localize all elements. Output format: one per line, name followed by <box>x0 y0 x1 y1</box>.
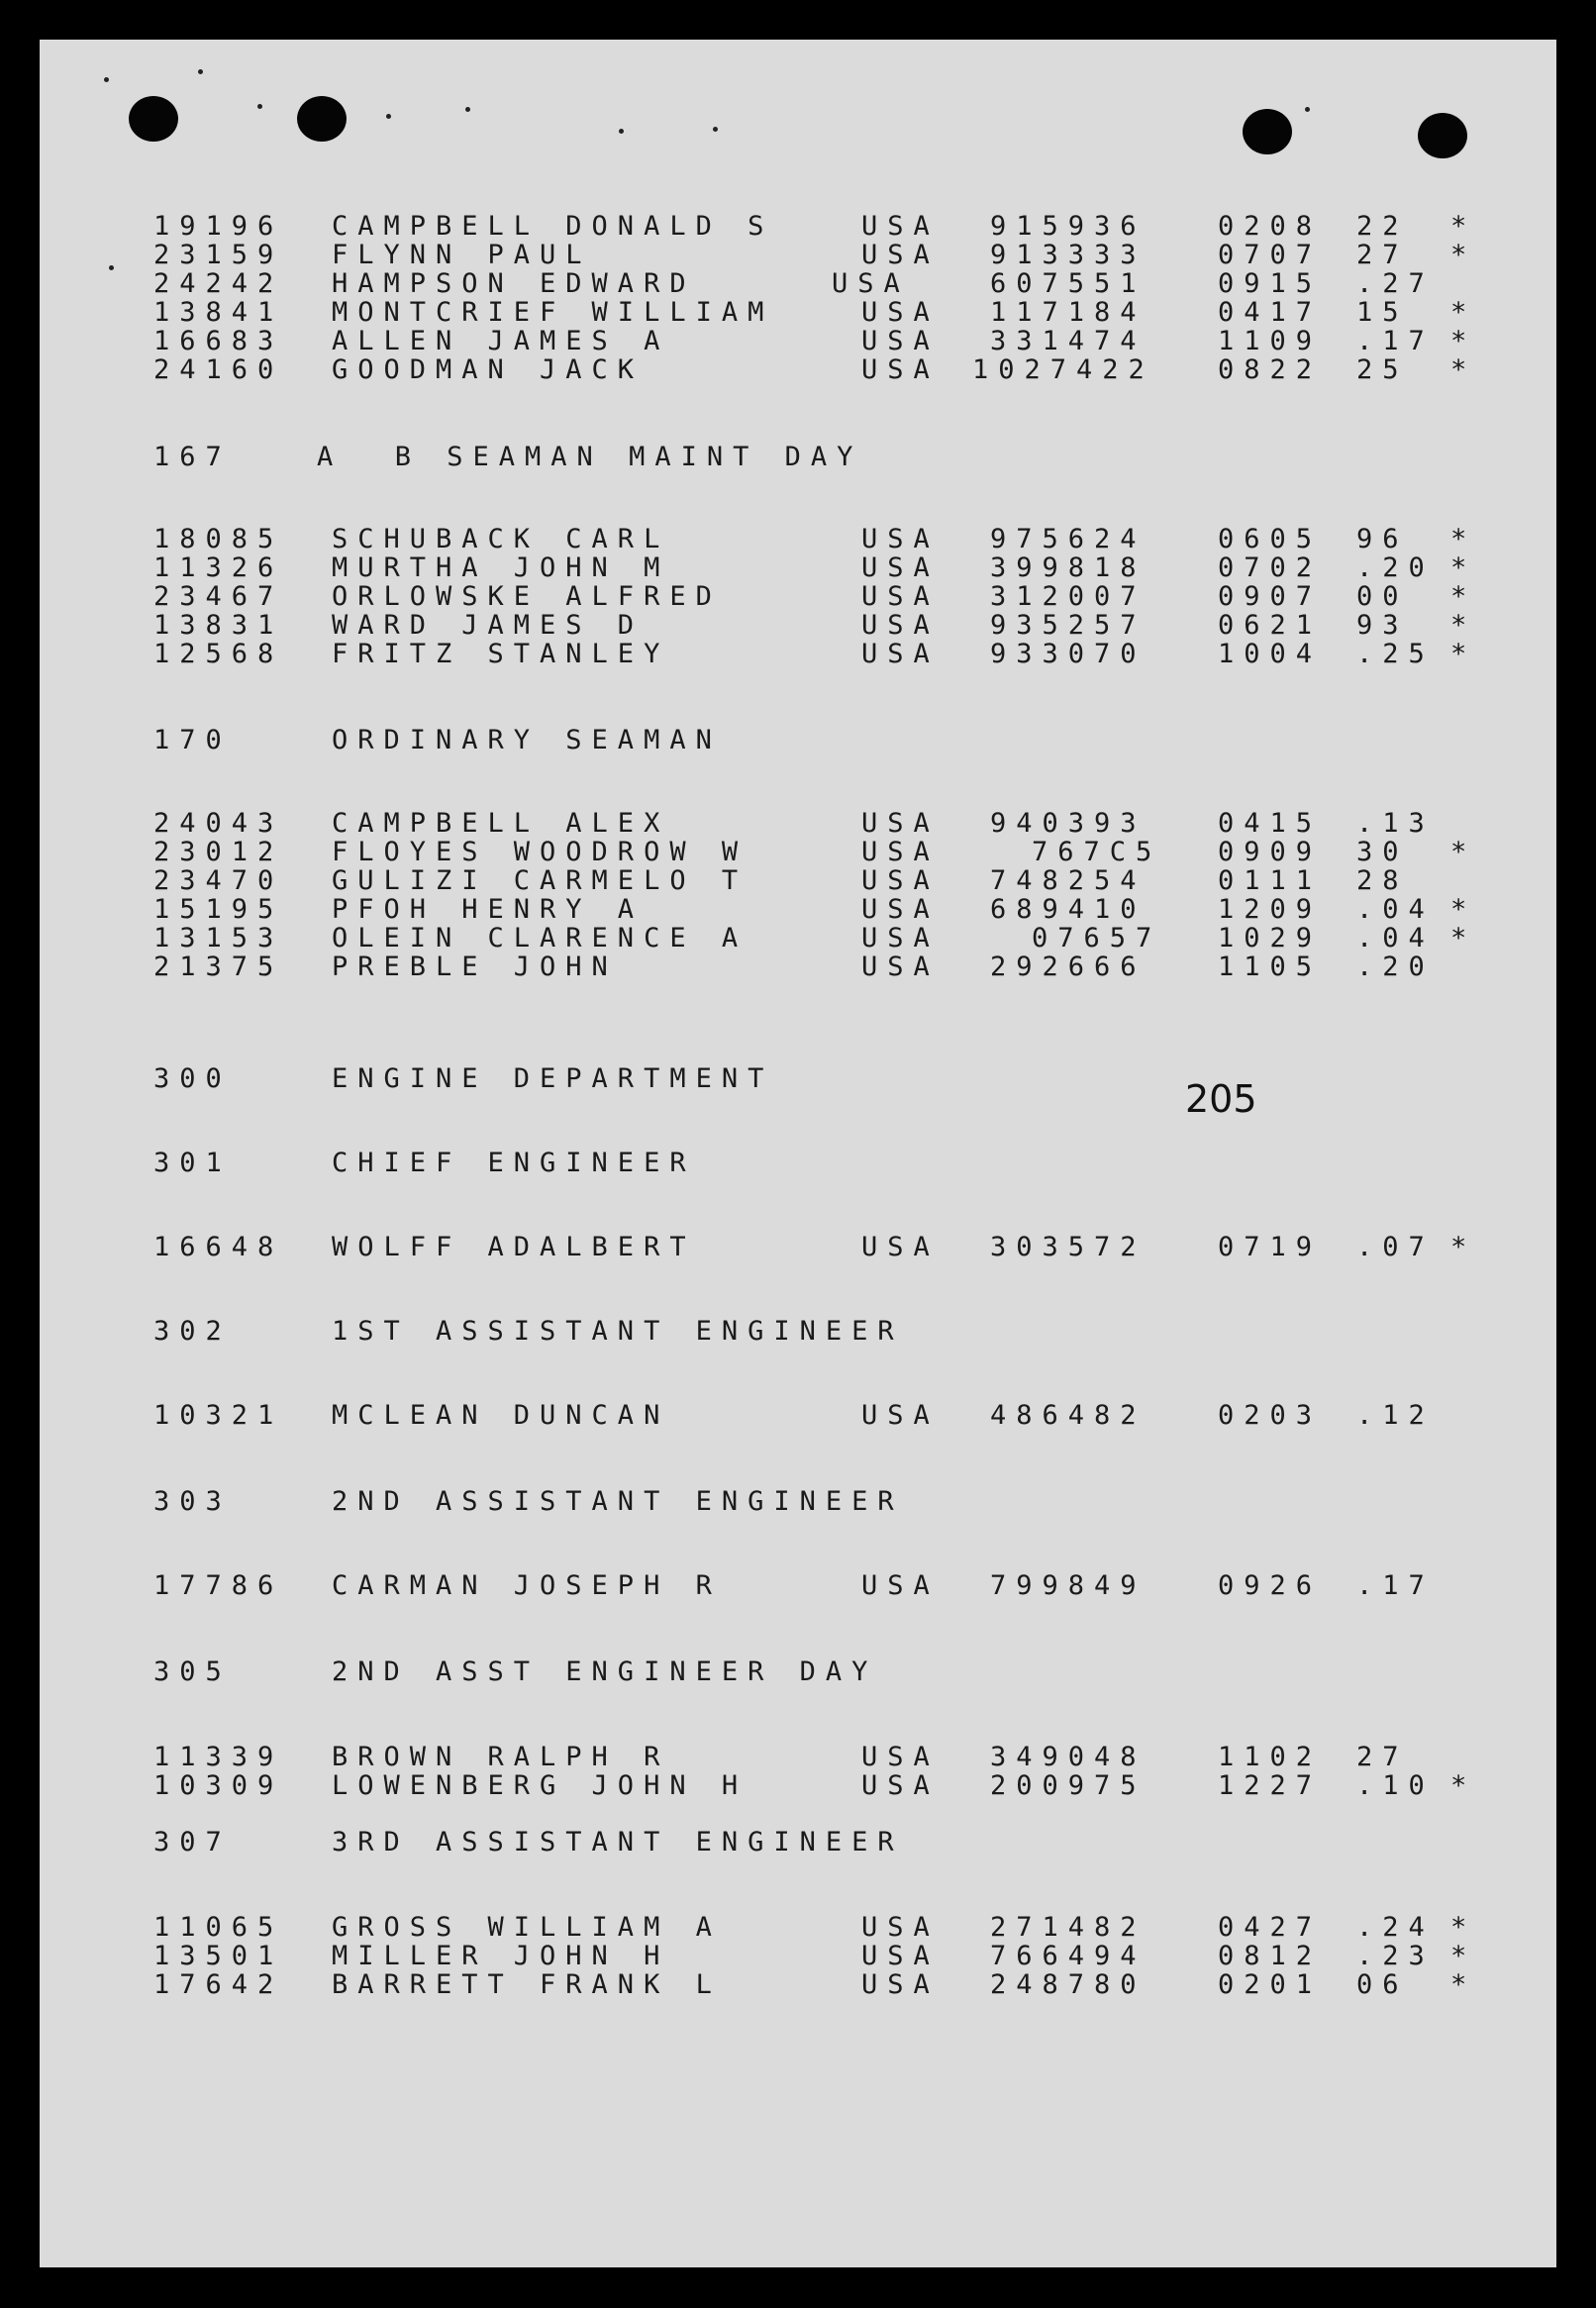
date-code: 1209 <box>1218 894 1323 925</box>
employee-number: 13501 <box>153 1941 284 1971</box>
table-row <box>40 1233 1556 1261</box>
nationality: USA <box>861 808 940 839</box>
rate-value: .27 <box>1356 268 1435 299</box>
nationality: USA <box>861 1232 940 1262</box>
table-row <box>40 1970 1556 1999</box>
section <box>40 1743 1556 1800</box>
crew-name: MCLEAN DUNCAN <box>332 1400 670 1431</box>
rate-value: .17 <box>1356 326 1435 356</box>
crew-name: WARD JAMES D <box>332 610 645 641</box>
document-number: 399818 <box>990 552 1147 583</box>
document-number: 349048 <box>990 1742 1147 1772</box>
rate-value: .24 <box>1356 1912 1435 1943</box>
crew-name: ORLOWSKE ALFRED <box>332 581 722 612</box>
nationality: USA <box>861 354 940 385</box>
section-code: 167 <box>153 442 232 472</box>
document-number: 940393 <box>990 808 1147 839</box>
employee-number: 19196 <box>153 211 284 242</box>
rate-value: 06 <box>1356 1969 1409 2000</box>
date-code: 0707 <box>1218 240 1323 270</box>
nationality: USA <box>861 1570 940 1601</box>
asterisk-mark: * <box>1450 923 1477 953</box>
asterisk-mark: * <box>1450 326 1477 356</box>
document-number: 200975 <box>990 1770 1147 1801</box>
table-row <box>40 809 1556 838</box>
document-number: 271482 <box>990 1912 1147 1943</box>
date-code: 0812 <box>1218 1941 1323 1971</box>
asterisk-mark: * <box>1450 524 1477 554</box>
section-heading <box>40 443 1556 471</box>
crew-name: ALLEN JAMES A <box>332 326 670 356</box>
crew-name: PREBLE JOHN <box>332 952 618 982</box>
rate-value: .20 <box>1356 952 1435 982</box>
document-number: 913333 <box>990 240 1147 270</box>
asterisk-mark: * <box>1450 894 1477 925</box>
section-title: 2ND ASST ENGINEER DAY <box>332 1656 878 1687</box>
section-heading <box>40 1828 1556 1856</box>
document-number: 486482 <box>990 1400 1147 1431</box>
section-title: A B SEAMAN MAINT DAY <box>317 442 863 472</box>
section-title: 1ST ASSISTANT ENGINEER <box>332 1316 904 1347</box>
asterisk-mark: * <box>1450 211 1477 242</box>
nationality: USA <box>861 865 940 896</box>
page-number: 205 <box>1185 1077 1257 1121</box>
crew-name: MONTCRIEF WILLIAM <box>332 297 774 328</box>
crew-name: BARRETT FRANK L <box>332 1969 722 2000</box>
section-code: 305 <box>153 1656 232 1687</box>
employee-number: 24242 <box>153 268 284 299</box>
rate-value: .12 <box>1356 1400 1435 1431</box>
section-heading <box>40 1064 1556 1093</box>
table-row <box>40 953 1556 981</box>
crew-name: CARMAN JOSEPH R <box>332 1570 722 1601</box>
asterisk-mark: * <box>1450 1912 1477 1943</box>
employee-number: 15195 <box>153 894 284 925</box>
employee-number: 23159 <box>153 240 284 270</box>
rate-value: .07 <box>1356 1232 1435 1262</box>
date-code: 0915 <box>1218 268 1323 299</box>
rate-value: 27 <box>1356 1742 1409 1772</box>
table-row <box>40 553 1556 582</box>
table-row <box>40 525 1556 553</box>
nationality: USA <box>861 326 940 356</box>
nationality: USA <box>861 1912 940 1943</box>
date-code: 0822 <box>1218 354 1323 385</box>
nationality: USA <box>861 837 940 867</box>
date-code: 1102 <box>1218 1742 1323 1772</box>
section-title: CHIEF ENGINEER <box>332 1148 696 1178</box>
document-number: 689410 <box>990 894 1147 925</box>
table-row <box>40 1771 1556 1800</box>
nationality: USA <box>861 552 940 583</box>
document-number: 766494 <box>990 1941 1147 1971</box>
table-row <box>40 582 1556 611</box>
date-code: 0926 <box>1218 1570 1323 1601</box>
asterisk-mark: * <box>1450 639 1477 669</box>
document-number: 748254 <box>990 865 1147 896</box>
date-code: 0719 <box>1218 1232 1323 1262</box>
crew-name: FLOYES WOODROW W <box>332 837 748 867</box>
document-number: 915936 <box>990 211 1147 242</box>
employee-number: 11065 <box>153 1912 284 1943</box>
document-number: 312007 <box>990 581 1147 612</box>
document-number: 292666 <box>990 952 1147 982</box>
table-row <box>40 895 1556 924</box>
employee-number: 24043 <box>153 808 284 839</box>
section-heading <box>40 1487 1556 1516</box>
document-number: 117184 <box>990 297 1147 328</box>
asterisk-mark: * <box>1450 1941 1477 1971</box>
date-code: 0201 <box>1218 1969 1323 2000</box>
nationality: USA <box>861 1742 940 1772</box>
nationality: USA <box>861 1770 940 1801</box>
nationality: USA <box>861 1969 940 2000</box>
document-number: 935257 <box>990 610 1147 641</box>
rate-value: .17 <box>1356 1570 1435 1601</box>
employee-number: 11339 <box>153 1742 284 1772</box>
rate-value: 28 <box>1356 865 1409 896</box>
section-heading <box>40 1657 1556 1686</box>
asterisk-mark: * <box>1450 240 1477 270</box>
table-row <box>40 1743 1556 1771</box>
nationality: USA <box>861 211 940 242</box>
section-title: ENGINE DEPARTMENT <box>332 1063 774 1094</box>
asterisk-mark: * <box>1450 581 1477 612</box>
crew-name: CAMPBELL DONALD S <box>332 211 774 242</box>
employee-number: 23012 <box>153 837 284 867</box>
date-code: 1004 <box>1218 639 1323 669</box>
employee-number: 17786 <box>153 1570 284 1601</box>
employee-number: 13831 <box>153 610 284 641</box>
rate-value: .20 <box>1356 552 1435 583</box>
section-title: ORDINARY SEAMAN <box>332 725 722 755</box>
table-row <box>40 640 1556 668</box>
nationality: USA <box>861 923 940 953</box>
asterisk-mark: * <box>1450 354 1477 385</box>
section-title: 2ND ASSISTANT ENGINEER <box>332 1486 904 1517</box>
table-row <box>40 1571 1556 1600</box>
table-row <box>40 924 1556 953</box>
date-code: 0605 <box>1218 524 1323 554</box>
date-code: 0417 <box>1218 297 1323 328</box>
crew-name: MILLER JOHN H <box>332 1941 670 1971</box>
rate-value: 96 <box>1356 524 1409 554</box>
date-code: 0208 <box>1218 211 1323 242</box>
table-row <box>40 838 1556 866</box>
section-title: 3RD ASSISTANT ENGINEER <box>332 1827 904 1857</box>
employee-number: 16648 <box>153 1232 284 1262</box>
employee-number: 17642 <box>153 1969 284 2000</box>
document-number: 1027422 <box>972 354 1154 385</box>
section-code: 170 <box>153 725 232 755</box>
rate-value: 27 <box>1356 240 1409 270</box>
date-code: 0909 <box>1218 837 1323 867</box>
asterisk-mark: * <box>1450 610 1477 641</box>
table-row <box>40 241 1556 269</box>
section <box>40 1401 1556 1430</box>
crew-name: CAMPBELL ALEX <box>332 808 670 839</box>
section-heading <box>40 1317 1556 1346</box>
crew-name: FRITZ STANLEY <box>332 639 670 669</box>
asterisk-mark: * <box>1450 1969 1477 2000</box>
section-code: 307 <box>153 1827 232 1857</box>
document-number: 607551 <box>990 268 1147 299</box>
rate-value: .10 <box>1356 1770 1435 1801</box>
section-code: 300 <box>153 1063 232 1094</box>
crew-name: GOODMAN JACK <box>332 354 645 385</box>
date-code: 0111 <box>1218 865 1323 896</box>
date-code: 0702 <box>1218 552 1323 583</box>
document-number: 975624 <box>990 524 1147 554</box>
section-heading <box>40 726 1556 754</box>
asterisk-mark: * <box>1450 297 1477 328</box>
employee-number: 21375 <box>153 952 284 982</box>
crew-name: PFOH HENRY A <box>332 894 645 925</box>
employee-number: 11326 <box>153 552 284 583</box>
nationality: USA <box>861 1941 940 1971</box>
document-number: 07657 <box>1032 923 1162 953</box>
nationality: USA <box>861 639 940 669</box>
rate-value: .04 <box>1356 894 1435 925</box>
section-code: 303 <box>153 1486 232 1517</box>
employee-number: 12568 <box>153 639 284 669</box>
nationality: USA <box>832 268 910 299</box>
rate-value: .23 <box>1356 1941 1435 1971</box>
crew-name: HAMPSON EDWARD <box>332 268 696 299</box>
document-number: 799849 <box>990 1570 1147 1601</box>
table-row <box>40 1401 1556 1430</box>
document-number: 331474 <box>990 326 1147 356</box>
table-row <box>40 269 1556 298</box>
crew-listing <box>40 40 1556 2267</box>
document-number: 248780 <box>990 1969 1147 2000</box>
asterisk-mark: * <box>1450 552 1477 583</box>
document-page <box>40 40 1556 2267</box>
rate-value: 15 <box>1356 297 1409 328</box>
date-code: 1105 <box>1218 952 1323 982</box>
employee-number: 18085 <box>153 524 284 554</box>
rate-value: 25 <box>1356 354 1409 385</box>
date-code: 0427 <box>1218 1912 1323 1943</box>
rate-value: 00 <box>1356 581 1409 612</box>
employee-number: 13153 <box>153 923 284 953</box>
nationality: USA <box>861 1400 940 1431</box>
employee-number: 24160 <box>153 354 284 385</box>
crew-name: MURTHA JOHN M <box>332 552 670 583</box>
table-row <box>40 298 1556 327</box>
section-heading <box>40 1149 1556 1177</box>
date-code: 1109 <box>1218 326 1323 356</box>
crew-name: SCHUBACK CARL <box>332 524 670 554</box>
table-row <box>40 355 1556 384</box>
employee-number: 10309 <box>153 1770 284 1801</box>
table-row <box>40 1942 1556 1970</box>
nationality: USA <box>861 524 940 554</box>
rate-value: .04 <box>1356 923 1435 953</box>
crew-name: FLYNN PAUL <box>332 240 592 270</box>
nationality: USA <box>861 297 940 328</box>
table-row <box>40 866 1556 895</box>
document-number: 767C5 <box>1032 837 1162 867</box>
nationality: USA <box>861 610 940 641</box>
date-code: 1227 <box>1218 1770 1323 1801</box>
section-code: 301 <box>153 1148 232 1178</box>
table-row <box>40 611 1556 640</box>
crew-name: OLEIN CLARENCE A <box>332 923 748 953</box>
date-code: 0415 <box>1218 808 1323 839</box>
document-number: 933070 <box>990 639 1147 669</box>
section <box>40 525 1556 668</box>
section <box>40 1913 1556 1999</box>
table-row <box>40 212 1556 241</box>
employee-number: 23470 <box>153 865 284 896</box>
section <box>40 809 1556 981</box>
date-code: 0203 <box>1218 1400 1323 1431</box>
asterisk-mark: * <box>1450 1770 1477 1801</box>
employee-number: 23467 <box>153 581 284 612</box>
date-code: 1029 <box>1218 923 1323 953</box>
table-row <box>40 1913 1556 1942</box>
document-number: 303572 <box>990 1232 1147 1262</box>
section <box>40 1571 1556 1600</box>
nationality: USA <box>861 952 940 982</box>
nationality: USA <box>861 581 940 612</box>
rate-value: 30 <box>1356 837 1409 867</box>
employee-number: 10321 <box>153 1400 284 1431</box>
asterisk-mark: * <box>1450 1232 1477 1262</box>
section <box>40 1233 1556 1261</box>
employee-number: 13841 <box>153 297 284 328</box>
nationality: USA <box>861 240 940 270</box>
crew-name: BROWN RALPH R <box>332 1742 670 1772</box>
section-code: 302 <box>153 1316 232 1347</box>
employee-number: 16683 <box>153 326 284 356</box>
section <box>40 212 1556 384</box>
nationality: USA <box>861 894 940 925</box>
rate-value: .13 <box>1356 808 1435 839</box>
date-code: 0621 <box>1218 610 1323 641</box>
asterisk-mark: * <box>1450 837 1477 867</box>
crew-name: GROSS WILLIAM A <box>332 1912 722 1943</box>
rate-value: .25 <box>1356 639 1435 669</box>
crew-name: LOWENBERG JOHN H <box>332 1770 748 1801</box>
crew-name: WOLFF ADALBERT <box>332 1232 696 1262</box>
crew-name: GULIZI CARMELO T <box>332 865 748 896</box>
date-code: 0907 <box>1218 581 1323 612</box>
rate-value: 93 <box>1356 610 1409 641</box>
rate-value: 22 <box>1356 211 1409 242</box>
table-row <box>40 327 1556 355</box>
